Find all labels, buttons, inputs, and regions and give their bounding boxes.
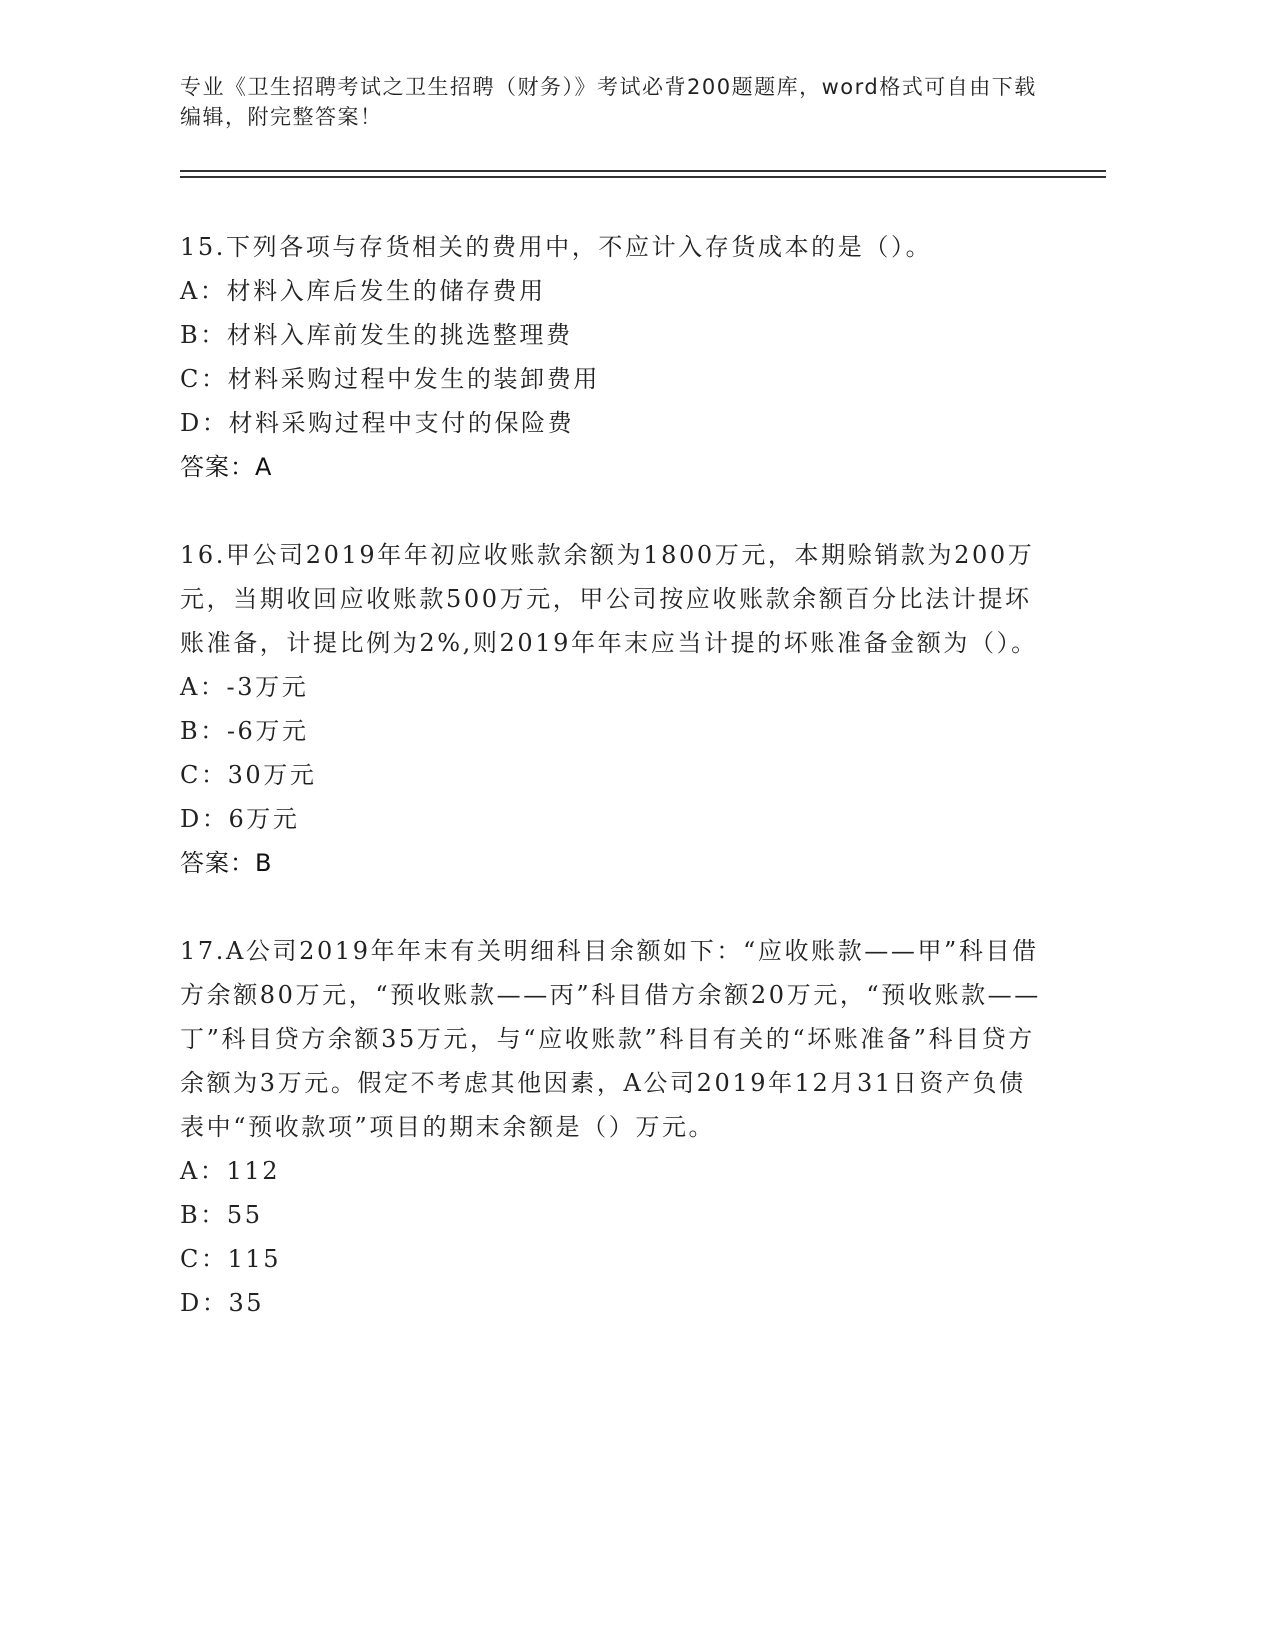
question-stem: 15.下列各项与存货相关的费用中，不应计入存货成本的是（）。 <box>180 233 933 261</box>
option-d: D：35 <box>180 1289 265 1317</box>
question-16 <box>180 533 1050 885</box>
question-list <box>180 225 1050 1369</box>
question-15 <box>180 225 1050 489</box>
option-b: B：-6万元 <box>180 717 309 745</box>
question-stem: 17.A公司2019年年末有关明细科目余额如下：“应收账款——甲”科目借方余额80万元，“预收账款——丙”科目借方余额20万元，“预收账款——丁”科目贷方余额35万元，与“应收账款”科目有关的“坏账准备”科目贷方余额为3万元。假定不考虑其他因素，A公司2019年12月31日资产负债表中“预收款项”项目的期末余额是（）万元。 <box>180 937 1041 1141</box>
option-c: C：30万元 <box>180 761 317 789</box>
option-c: C：115 <box>180 1245 282 1273</box>
option-a: A：材料入库后发生的储存费用 <box>180 277 546 305</box>
document-header: 专业《卫生招聘考试之卫生招聘（财务）》考试必背200题题库，word格式可自由下载编辑，附完整答案！ <box>180 75 1037 129</box>
option-a: A：112 <box>180 1157 281 1185</box>
option-c: C：材料采购过程中发生的装卸费用 <box>180 365 600 393</box>
header-divider-top <box>180 170 1106 172</box>
answer-line: 答案：A <box>180 453 273 481</box>
option-b: B：55 <box>180 1201 263 1229</box>
header-divider-bottom <box>180 176 1106 178</box>
option-d: D：材料采购过程中支付的保险费 <box>180 409 575 437</box>
option-d: D：6万元 <box>180 805 300 833</box>
question-stem: 16.甲公司2019年年初应收账款余额为1800万元，本期赊销款为200万元，当期收回应收账款500万元，甲公司按应收账款余额百分比法计提坏账准备，计提比例为2%,则2019年年末应当计提的坏账准备金额为（）。 <box>180 541 1038 657</box>
option-b: B：材料入库前发生的挑选整理费 <box>180 321 573 349</box>
answer-line: 答案：B <box>180 849 273 877</box>
option-a: A：-3万元 <box>180 673 309 701</box>
question-17 <box>180 929 1050 1325</box>
